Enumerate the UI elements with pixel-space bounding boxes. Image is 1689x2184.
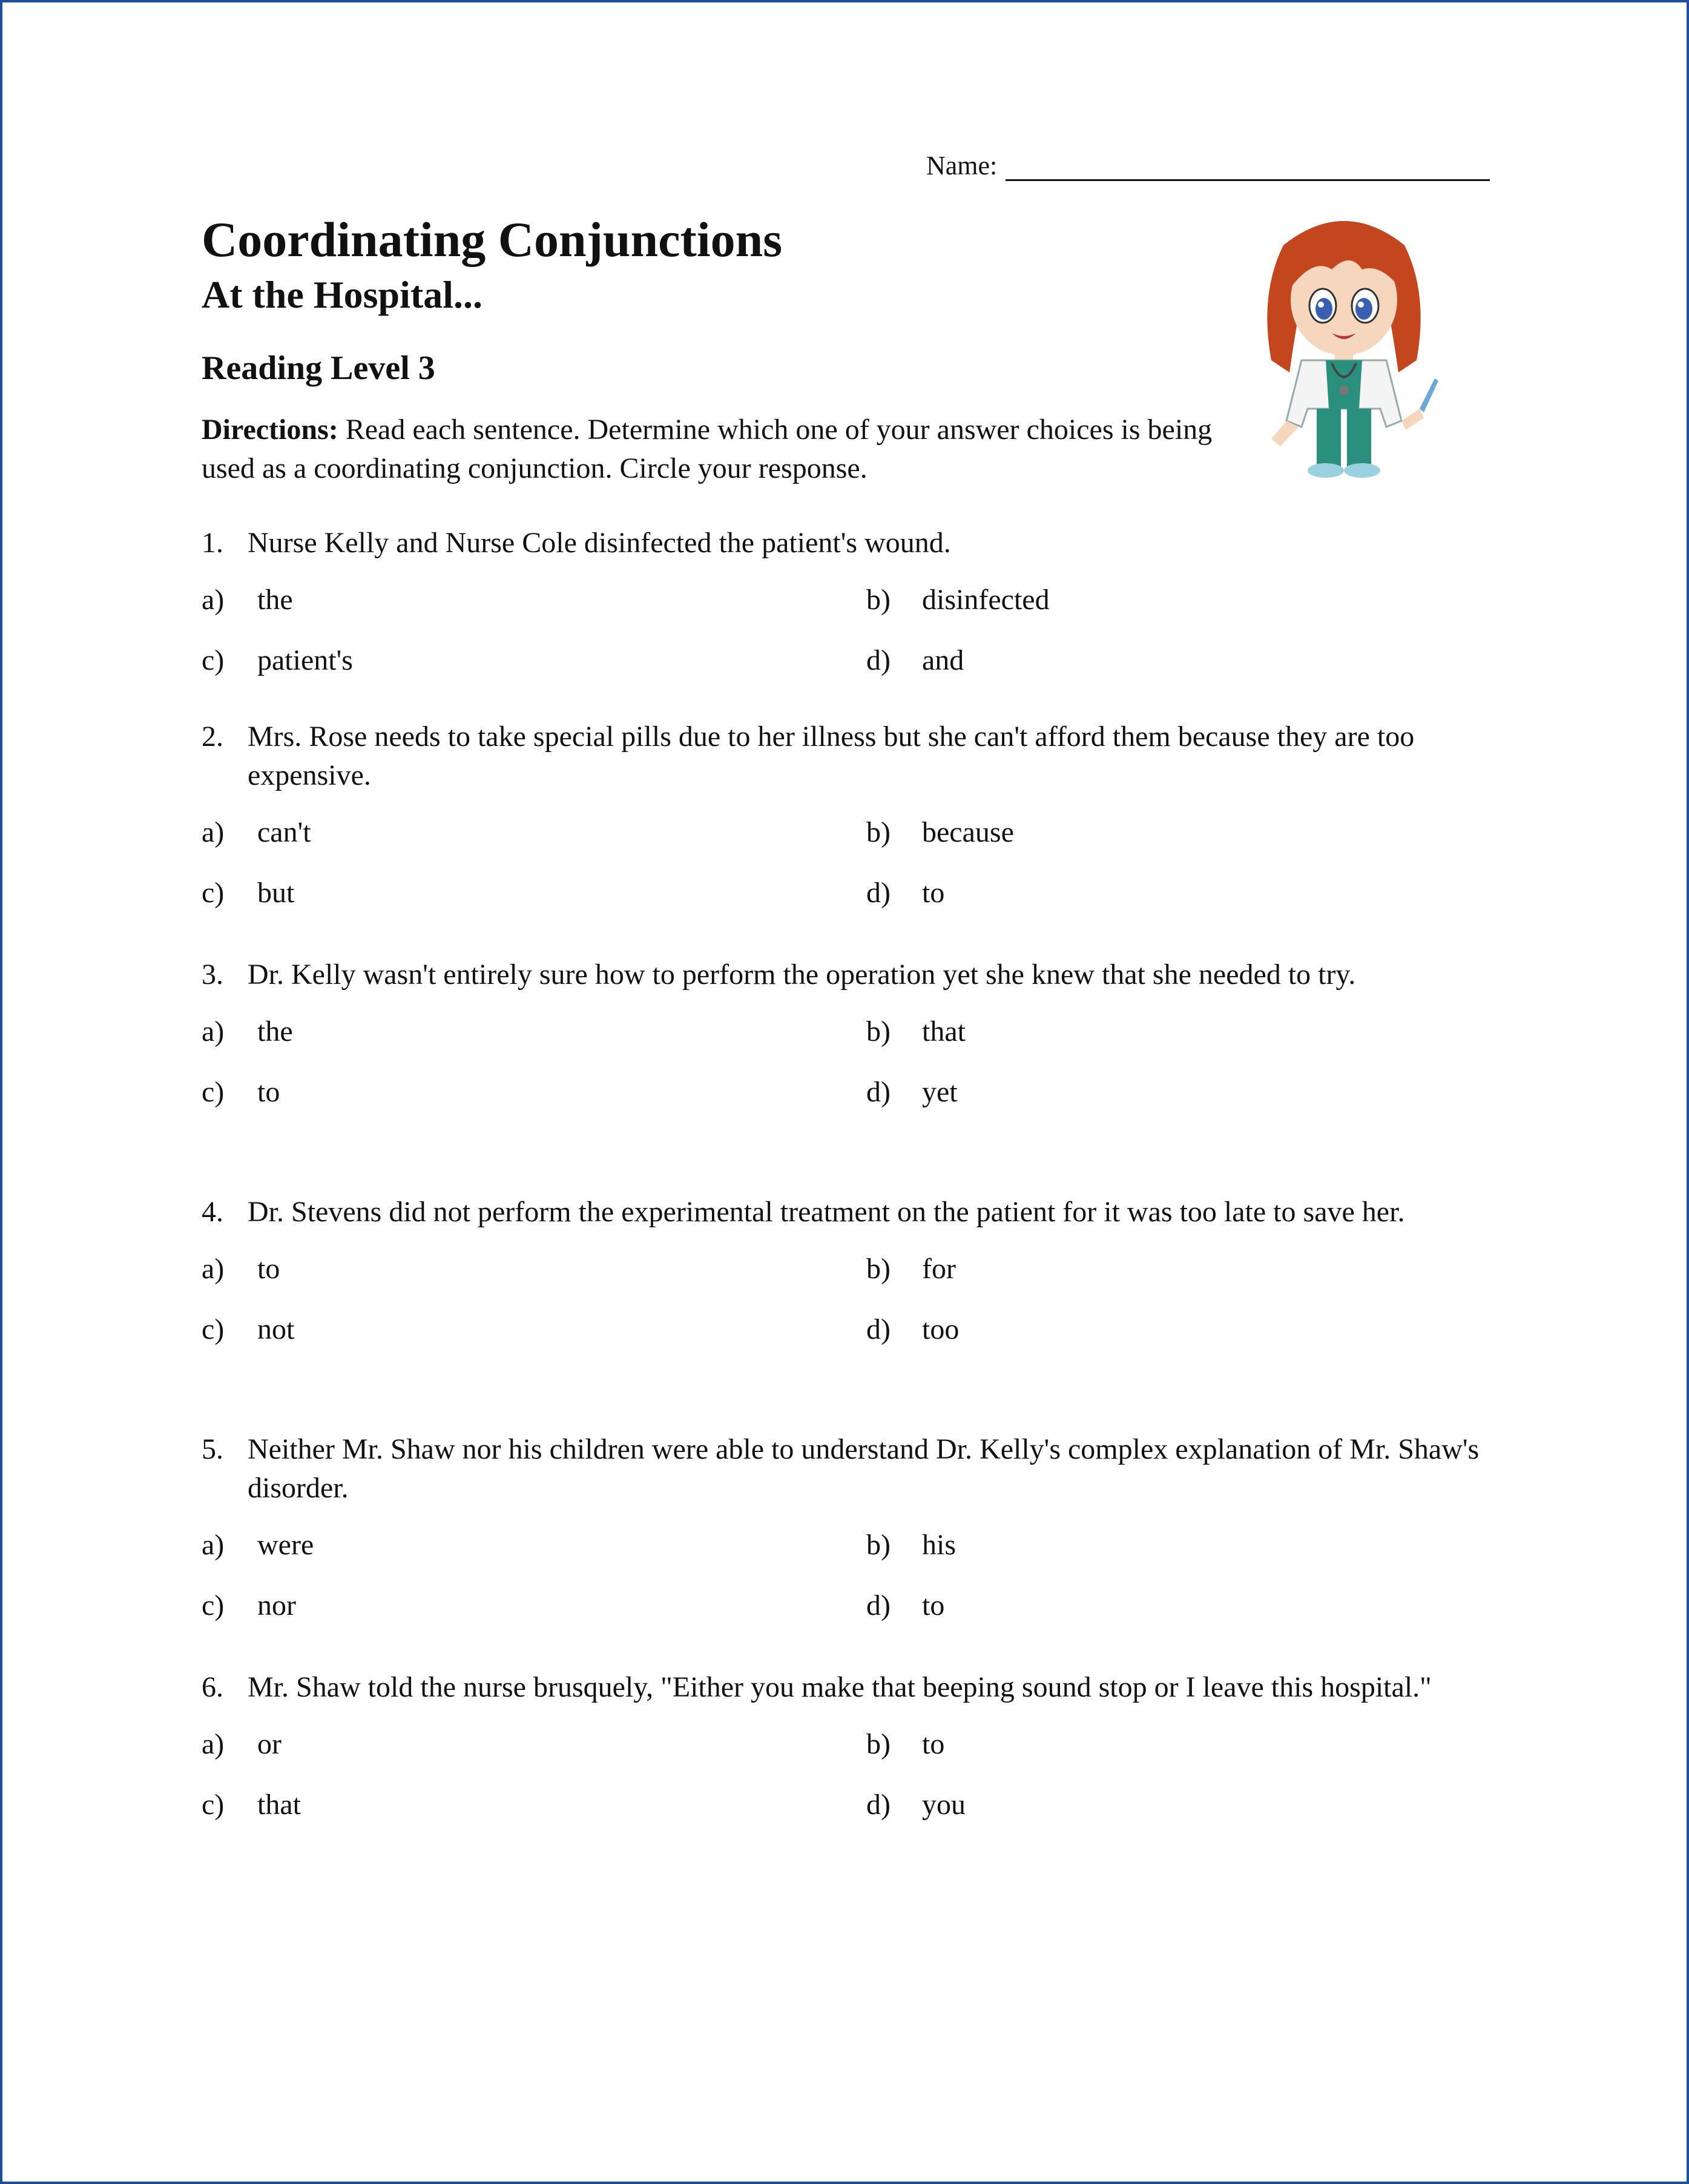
- question-5: [202, 1430, 1503, 1625]
- option-a[interactable]: a) the: [202, 584, 293, 616]
- reading-level: Reading Level 3: [202, 349, 435, 387]
- question-number: 4.: [202, 1196, 223, 1228]
- option-a[interactable]: a) the: [202, 1015, 293, 1047]
- option-d[interactable]: d) to: [866, 877, 945, 909]
- question-number: 1.: [202, 527, 223, 559]
- question-number: 5.: [202, 1433, 223, 1465]
- option-d[interactable]: d) yet: [866, 1076, 958, 1108]
- option-b[interactable]: b) because: [866, 816, 1014, 848]
- question-text: Dr. Kelly wasn't entirely sure how to perform the operation yet she knew that she needed to try.: [248, 958, 1356, 991]
- question-text: Neither Mr. Shaw nor his children were able to understand Dr. Kelly's complex explanation of Mr. Shaw's disorder.: [248, 1433, 1480, 1504]
- directions-label: Directions:: [202, 414, 338, 446]
- option-b[interactable]: b) to: [866, 1728, 945, 1760]
- option-b[interactable]: b) for: [866, 1253, 956, 1285]
- option-d[interactable]: d) you: [866, 1789, 966, 1821]
- question-number: 2.: [202, 721, 223, 753]
- option-a[interactable]: a) to: [202, 1253, 280, 1285]
- option-a[interactable]: a) were: [202, 1529, 314, 1561]
- directions: [202, 411, 1231, 488]
- option-b[interactable]: b) disinfected: [866, 584, 1050, 616]
- option-d[interactable]: d) to: [866, 1589, 945, 1622]
- question-number: 3.: [202, 958, 223, 991]
- option-c[interactable]: c) not: [202, 1313, 295, 1345]
- option-c[interactable]: c) patient's: [202, 644, 353, 676]
- option-a[interactable]: a) can't: [202, 816, 311, 848]
- option-b[interactable]: b) that: [866, 1015, 966, 1047]
- option-c[interactable]: c) to: [202, 1076, 280, 1108]
- question-text: Nurse Kelly and Nurse Cole disinfected the patient's wound.: [248, 527, 951, 559]
- question-text: Mrs. Rose needs to take special pills due to her illness but she can't afford them because they are too expensive.: [248, 721, 1415, 791]
- option-a[interactable]: a) or: [202, 1728, 282, 1760]
- name-blank-line[interactable]: [1006, 155, 1490, 181]
- option-d[interactable]: d) and: [866, 644, 964, 676]
- question-3: [202, 955, 1503, 1112]
- question-2: [202, 718, 1503, 912]
- question-number: 6.: [202, 1671, 223, 1703]
- name-label: Name:: [926, 151, 998, 180]
- option-b[interactable]: b) his: [866, 1529, 956, 1561]
- worksheet-title: Coordinating Conjunctions: [202, 212, 783, 267]
- question-6: [202, 1668, 1503, 1824]
- question-1: [202, 524, 1503, 680]
- question-4: [202, 1193, 1503, 1349]
- question-text: Dr. Stevens did not perform the experimental treatment on the patient for it was too late to save her.: [248, 1196, 1405, 1228]
- option-c[interactable]: c) but: [202, 877, 295, 909]
- option-c[interactable]: c) nor: [202, 1589, 296, 1622]
- question-text: Mr. Shaw told the nurse brusquely, "Either you make that beeping sound stop or I leave this hospital.": [248, 1671, 1432, 1703]
- directions-text: Read each sentence. Determine which one of your answer choices is being used as a coordinating conjunction. Circle your response.: [202, 414, 1213, 484]
- nurse-cartoon-icon: [1247, 209, 1441, 487]
- worksheet-subtitle: At the Hospital...: [202, 273, 482, 316]
- option-c[interactable]: c) that: [202, 1789, 301, 1821]
- name-field[interactable]: [926, 150, 1490, 181]
- option-d[interactable]: d) too: [866, 1313, 960, 1345]
